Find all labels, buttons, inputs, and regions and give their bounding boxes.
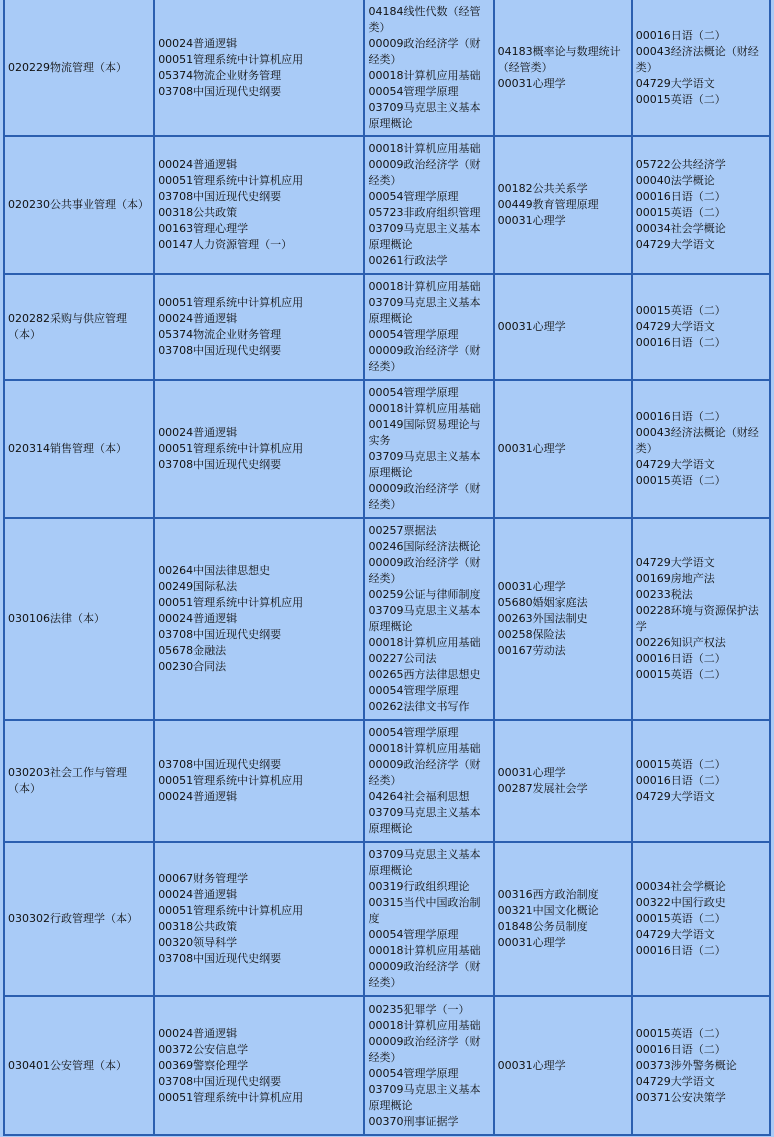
course-cell <box>494 996 632 1135</box>
course-cell <box>154 136 364 274</box>
course-item: 00043经济法概论（财经类） <box>635 426 759 455</box>
course-item: 00226知识产权法 <box>635 636 726 649</box>
course-item: 00054管理学原理 <box>368 386 459 399</box>
course-item: 00371公安决策学 <box>635 1090 726 1104</box>
course-item: 04729大学语文 <box>635 556 715 569</box>
table-row <box>4 720 770 842</box>
course-cell <box>632 136 770 274</box>
course-cell <box>494 274 632 380</box>
major-name: 030203社会工作与管理（本） <box>8 766 127 795</box>
course-item: 00054管理学原理 <box>368 190 459 203</box>
course-item: 00373涉外警务概论 <box>635 1058 737 1072</box>
course-item: 05678金融法 <box>158 644 227 657</box>
course-item: 00051管理系统中计算机应用 <box>158 52 304 66</box>
course-item: 03709马克思主义基本原理概论 <box>368 222 481 251</box>
course-item: 00258保险法 <box>497 628 566 641</box>
course-item: 00227公司法 <box>368 652 437 665</box>
course-item: 00149国际贸易理论与实务 <box>368 418 481 447</box>
table-row <box>4 996 770 1135</box>
major-cell <box>4 0 154 136</box>
course-item: 05680婚姻家庭法 <box>497 596 588 609</box>
course-item: 00031心理学 <box>497 1058 566 1072</box>
course-item: 04184线性代数（经管类） <box>368 4 481 34</box>
course-item: 00259公证与律师制度 <box>368 588 481 601</box>
major-name: 020314销售管理（本） <box>8 442 127 455</box>
course-item: 03708中国近现代史纲要 <box>158 190 282 203</box>
course-cell <box>154 0 364 136</box>
course-item: 00163管理心理学 <box>158 222 249 235</box>
course-cell <box>364 720 493 842</box>
course-item: 00054管理学原理 <box>368 328 459 341</box>
major-name: 020230公共事业管理（本） <box>8 198 149 211</box>
course-cell <box>632 518 770 720</box>
course-item: 00320领导科学 <box>158 936 238 949</box>
course-item: 04729大学语文 <box>635 1074 715 1088</box>
course-item: 00449教育管理原理 <box>497 198 599 211</box>
course-item: 00015英语（二） <box>635 474 726 487</box>
course-item: 03709马克思主义基本原理概论 <box>368 848 481 877</box>
course-item: 00016日语（二） <box>635 774 726 787</box>
course-item: 03709马克思主义基本原理概论 <box>368 450 481 479</box>
course-item: 00009政治经济学（财经类） <box>368 1034 481 1064</box>
course-item: 03708中国近现代史纲要 <box>158 952 282 965</box>
course-item: 03708中国近现代史纲要 <box>158 628 282 641</box>
course-item: 00018计算机应用基础 <box>368 68 481 82</box>
course-item: 03709马克思主义基本原理概论 <box>368 806 481 835</box>
course-item: 00018计算机应用基础 <box>368 280 481 293</box>
course-item: 00322中国行政史 <box>635 896 726 909</box>
course-item: 00265西方法律思想史 <box>368 668 481 681</box>
course-cell <box>154 518 364 720</box>
course-item: 00051管理系统中计算机应用 <box>158 442 304 455</box>
course-item: 00319行政组织理论 <box>368 880 470 893</box>
course-item: 00182公共关系学 <box>497 182 588 195</box>
course-item: 00249国际私法 <box>158 580 238 593</box>
course-item: 00264中国法律思想史 <box>158 564 271 577</box>
course-item: 00147人力资源管理（一） <box>158 238 293 251</box>
course-item: 00067财务管理学 <box>158 872 249 885</box>
course-item: 03709马克思主义基本原理概论 <box>368 1082 481 1112</box>
course-cell <box>154 720 364 842</box>
course-cell <box>494 518 632 720</box>
course-cell <box>154 274 364 380</box>
course-cell <box>632 274 770 380</box>
course-item: 05374物流企业财务管理 <box>158 68 282 82</box>
major-name: 030106法律（本） <box>8 612 105 625</box>
course-cell <box>632 0 770 136</box>
course-cell <box>494 842 632 996</box>
course-item: 04729大学语文 <box>635 320 715 333</box>
table-row <box>4 842 770 996</box>
course-item: 00024普通逻辑 <box>158 426 238 439</box>
course-cell <box>494 720 632 842</box>
course-item: 00024普通逻辑 <box>158 612 238 625</box>
course-item: 00051管理系统中计算机应用 <box>158 296 304 309</box>
course-item: 00031心理学 <box>497 320 566 333</box>
course-item: 00018计算机应用基础 <box>368 1018 481 1032</box>
course-item: 00018计算机应用基础 <box>368 142 481 155</box>
major-name: 020282采购与供应管理（本） <box>8 312 127 341</box>
course-item: 00167劳动法 <box>497 644 566 657</box>
course-item: 00015英语（二） <box>635 1026 726 1040</box>
course-item: 00009政治经济学（财经类） <box>368 758 481 787</box>
course-item: 00031心理学 <box>497 442 566 455</box>
course-item: 00054管理学原理 <box>368 1066 459 1080</box>
course-cell <box>364 380 493 518</box>
course-item: 04729大学语文 <box>635 238 715 251</box>
course-item: 00024普通逻辑 <box>158 158 238 171</box>
course-item: 03708中国近现代史纲要 <box>158 758 282 771</box>
course-item: 00040法学概论 <box>635 174 715 187</box>
course-item: 00263外国法制史 <box>497 612 588 625</box>
course-item: 03709马克思主义基本原理概论 <box>368 604 481 633</box>
course-item: 00015英语（二） <box>635 304 726 317</box>
course-item: 00257票据法 <box>368 524 437 537</box>
course-item: 00318公共政策 <box>158 920 238 933</box>
course-item: 00016日语（二） <box>635 28 726 42</box>
course-item: 00316西方政治制度 <box>497 888 599 901</box>
course-item: 04729大学语文 <box>635 790 715 803</box>
course-cell <box>364 274 493 380</box>
course-item: 00315当代中国政治制度 <box>368 896 481 925</box>
course-cell <box>364 518 493 720</box>
course-item: 03708中国近现代史纲要 <box>158 344 282 357</box>
course-item: 00009政治经济学（财经类） <box>368 158 481 187</box>
course-cell <box>632 380 770 518</box>
course-item: 05374物流企业财务管理 <box>158 328 282 341</box>
course-cell <box>154 380 364 518</box>
course-item: 00018计算机应用基础 <box>368 402 481 415</box>
course-item: 00024普通逻辑 <box>158 1026 238 1040</box>
course-item: 00016日语（二） <box>635 1042 726 1056</box>
course-item: 00015英语（二） <box>635 912 726 925</box>
course-item: 00054管理学原理 <box>368 928 459 941</box>
course-item: 04183概率论与数理统计（经管类） <box>497 44 621 74</box>
course-item: 00370刑事证据学 <box>368 1114 459 1128</box>
course-item: 03708中国近现代史纲要 <box>158 84 282 98</box>
course-cell <box>632 720 770 842</box>
course-item: 05722公共经济学 <box>635 158 726 171</box>
course-item: 03709马克思主义基本原理概论 <box>368 296 481 325</box>
course-item: 00016日语（二） <box>635 944 726 957</box>
course-item: 00016日语（二） <box>635 336 726 349</box>
course-item: 00015英语（二） <box>635 92 726 106</box>
course-item: 00051管理系统中计算机应用 <box>158 596 304 609</box>
course-cell <box>364 136 493 274</box>
table-row <box>4 0 770 136</box>
course-item: 00369警察伦理学 <box>158 1058 249 1072</box>
course-item: 00015英语（二） <box>635 758 726 771</box>
course-item: 00024普通逻辑 <box>158 312 238 325</box>
course-item: 00054管理学原理 <box>368 726 459 739</box>
course-item: 00015英语（二） <box>635 668 726 681</box>
course-cell <box>494 136 632 274</box>
major-cell <box>4 996 154 1135</box>
course-item: 00009政治经济学（财经类） <box>368 960 481 989</box>
course-item: 00031心理学 <box>497 76 566 90</box>
major-cell <box>4 842 154 996</box>
course-item: 00009政治经济学（财经类） <box>368 482 481 511</box>
course-item: 00246国际经济法概论 <box>368 540 481 553</box>
course-item: 00262法律文书写作 <box>368 700 470 713</box>
course-item: 00016日语（二） <box>635 652 726 665</box>
course-item: 00230合同法 <box>158 660 227 673</box>
course-item: 00009政治经济学（财经类） <box>368 344 481 373</box>
course-item: 00016日语（二） <box>635 190 726 203</box>
course-item: 00024普通逻辑 <box>158 790 238 803</box>
course-cell <box>632 842 770 996</box>
course-item: 00051管理系统中计算机应用 <box>158 904 304 917</box>
course-table <box>3 0 771 1136</box>
course-item: 00051管理系统中计算机应用 <box>158 1090 304 1104</box>
course-item: 00051管理系统中计算机应用 <box>158 774 304 787</box>
course-cell <box>364 0 493 136</box>
table-row <box>4 518 770 720</box>
major-cell <box>4 518 154 720</box>
course-item: 00233税法 <box>635 588 693 601</box>
table-row <box>4 274 770 380</box>
course-item: 00031心理学 <box>497 936 566 949</box>
course-item: 00018计算机应用基础 <box>368 742 481 755</box>
course-item: 00034社会学概论 <box>635 880 726 893</box>
course-cell <box>154 842 364 996</box>
course-cell <box>494 0 632 136</box>
course-item: 00016日语（二） <box>635 410 726 423</box>
course-item: 04264社会福利思想 <box>368 790 470 803</box>
course-cell <box>632 996 770 1135</box>
course-item: 00228环境与资源保护法学 <box>635 604 759 633</box>
major-name: 030302行政管理学（本） <box>8 912 138 925</box>
course-item: 00024普通逻辑 <box>158 888 238 901</box>
course-item: 00318公共政策 <box>158 206 238 219</box>
course-table-body <box>4 0 770 1135</box>
course-item: 00043经济法概论（财经类） <box>635 44 759 74</box>
course-item: 05723非政府组织管理 <box>368 206 481 219</box>
course-item: 00261行政法学 <box>368 254 448 267</box>
course-item: 00321中国文化概论 <box>497 904 599 917</box>
course-item: 03709马克思主义基本原理概论 <box>368 100 481 130</box>
table-row <box>4 136 770 274</box>
course-item: 00024普通逻辑 <box>158 36 238 50</box>
course-item: 00009政治经济学（财经类） <box>368 36 481 66</box>
course-cell <box>364 842 493 996</box>
table-row <box>4 380 770 518</box>
course-item: 00235犯罪学（一） <box>368 1002 470 1016</box>
major-cell <box>4 274 154 380</box>
major-cell <box>4 380 154 518</box>
course-item: 00018计算机应用基础 <box>368 944 481 957</box>
course-item: 04729大学语文 <box>635 76 715 90</box>
major-cell <box>4 720 154 842</box>
course-cell <box>494 380 632 518</box>
course-item: 00009政治经济学（财经类） <box>368 556 481 585</box>
course-item: 00054管理学原理 <box>368 684 459 697</box>
course-item: 00031心理学 <box>497 214 566 227</box>
course-item: 04729大学语文 <box>635 458 715 471</box>
course-item: 00287发展社会学 <box>497 782 588 795</box>
course-item: 03708中国近现代史纲要 <box>158 458 282 471</box>
course-item: 00031心理学 <box>497 580 566 593</box>
course-item: 04729大学语文 <box>635 928 715 941</box>
course-item: 03708中国近现代史纲要 <box>158 1074 282 1088</box>
course-item: 00034社会学概论 <box>635 222 726 235</box>
course-item: 00054管理学原理 <box>368 84 459 98</box>
course-cell <box>364 996 493 1135</box>
course-item: 00051管理系统中计算机应用 <box>158 174 304 187</box>
major-name: 020229物流管理（本） <box>8 60 127 74</box>
course-item: 00015英语（二） <box>635 206 726 219</box>
course-item: 01848公务员制度 <box>497 920 588 933</box>
course-item: 00372公安信息学 <box>158 1042 249 1056</box>
major-cell <box>4 136 154 274</box>
course-item: 00018计算机应用基础 <box>368 636 481 649</box>
course-cell <box>154 996 364 1135</box>
course-item: 00169房地产法 <box>635 572 715 585</box>
major-name: 030401公安管理（本） <box>8 1058 127 1072</box>
course-item: 00031心理学 <box>497 766 566 779</box>
